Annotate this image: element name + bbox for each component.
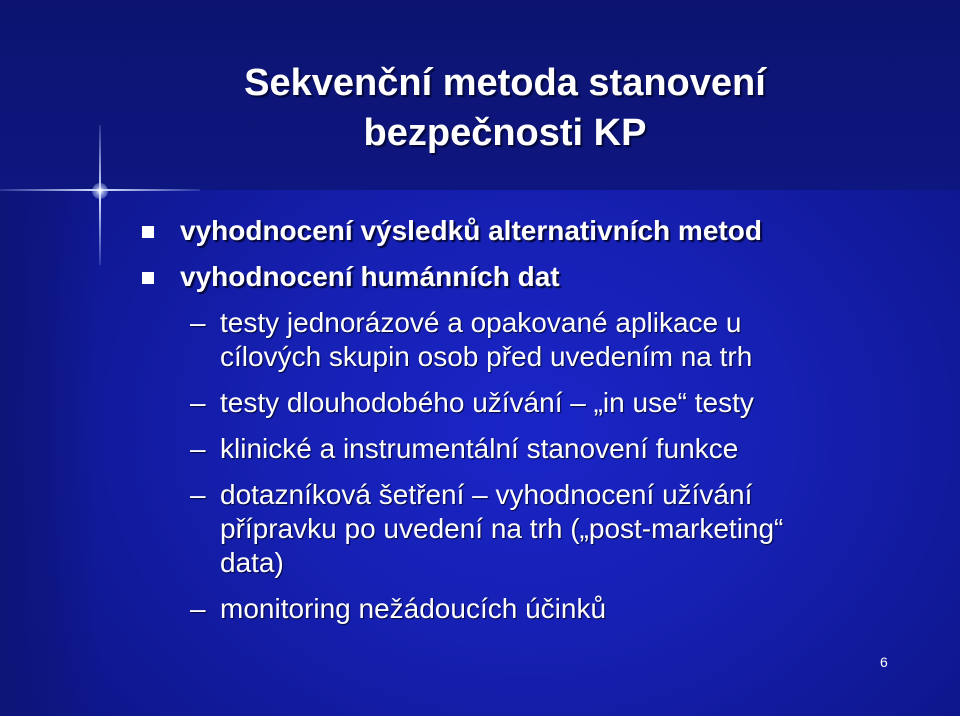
dash-bullet-icon: – xyxy=(190,387,206,418)
sub-item xyxy=(140,386,930,420)
sub-item-line: testy jednorázové a opakované aplikace u xyxy=(220,307,742,338)
sub-item xyxy=(140,478,930,580)
dash-bullet-icon: – xyxy=(190,307,206,338)
page-number: 6 xyxy=(880,654,888,670)
sparkle-star-icon xyxy=(92,183,108,199)
slide-content xyxy=(140,214,930,638)
sub-item xyxy=(140,592,930,626)
bullet-text: vyhodnocení humánních dat xyxy=(180,261,560,292)
sub-item-line: dotazníková šetření – vyhodnocení užívání xyxy=(220,479,753,510)
dash-bullet-icon: – xyxy=(190,479,206,510)
left-band-decoration xyxy=(0,190,100,716)
slide-title xyxy=(0,58,960,158)
slide-title-line-1: Sekvenční metoda stanovení xyxy=(244,62,766,104)
sub-item xyxy=(140,306,930,374)
slide-title-line-2: bezpečnosti KP xyxy=(363,112,647,154)
bullet-item xyxy=(140,260,930,294)
square-bullet-icon xyxy=(142,272,154,284)
square-bullet-icon xyxy=(142,226,154,238)
sub-item-line: přípravku po uvedení na trh („post-marketing“ xyxy=(220,513,784,544)
bullet-item xyxy=(140,214,930,248)
sub-item-line: testy dlouhodobého užívání – „in use“ testy xyxy=(220,387,754,418)
sub-item-line: klinické a instrumentální stanovení funkce xyxy=(220,433,739,464)
sub-item xyxy=(140,432,930,466)
dash-bullet-icon: – xyxy=(190,433,206,464)
sub-item-line: data) xyxy=(220,547,284,578)
sub-item-line: monitoring nežádoucích účinků xyxy=(220,593,607,624)
sub-item-line: cílových skupin osob před uvedením na trh xyxy=(220,341,753,372)
dash-bullet-icon: – xyxy=(190,593,206,624)
bullet-text: vyhodnocení výsledků alternativních metod xyxy=(180,215,762,246)
